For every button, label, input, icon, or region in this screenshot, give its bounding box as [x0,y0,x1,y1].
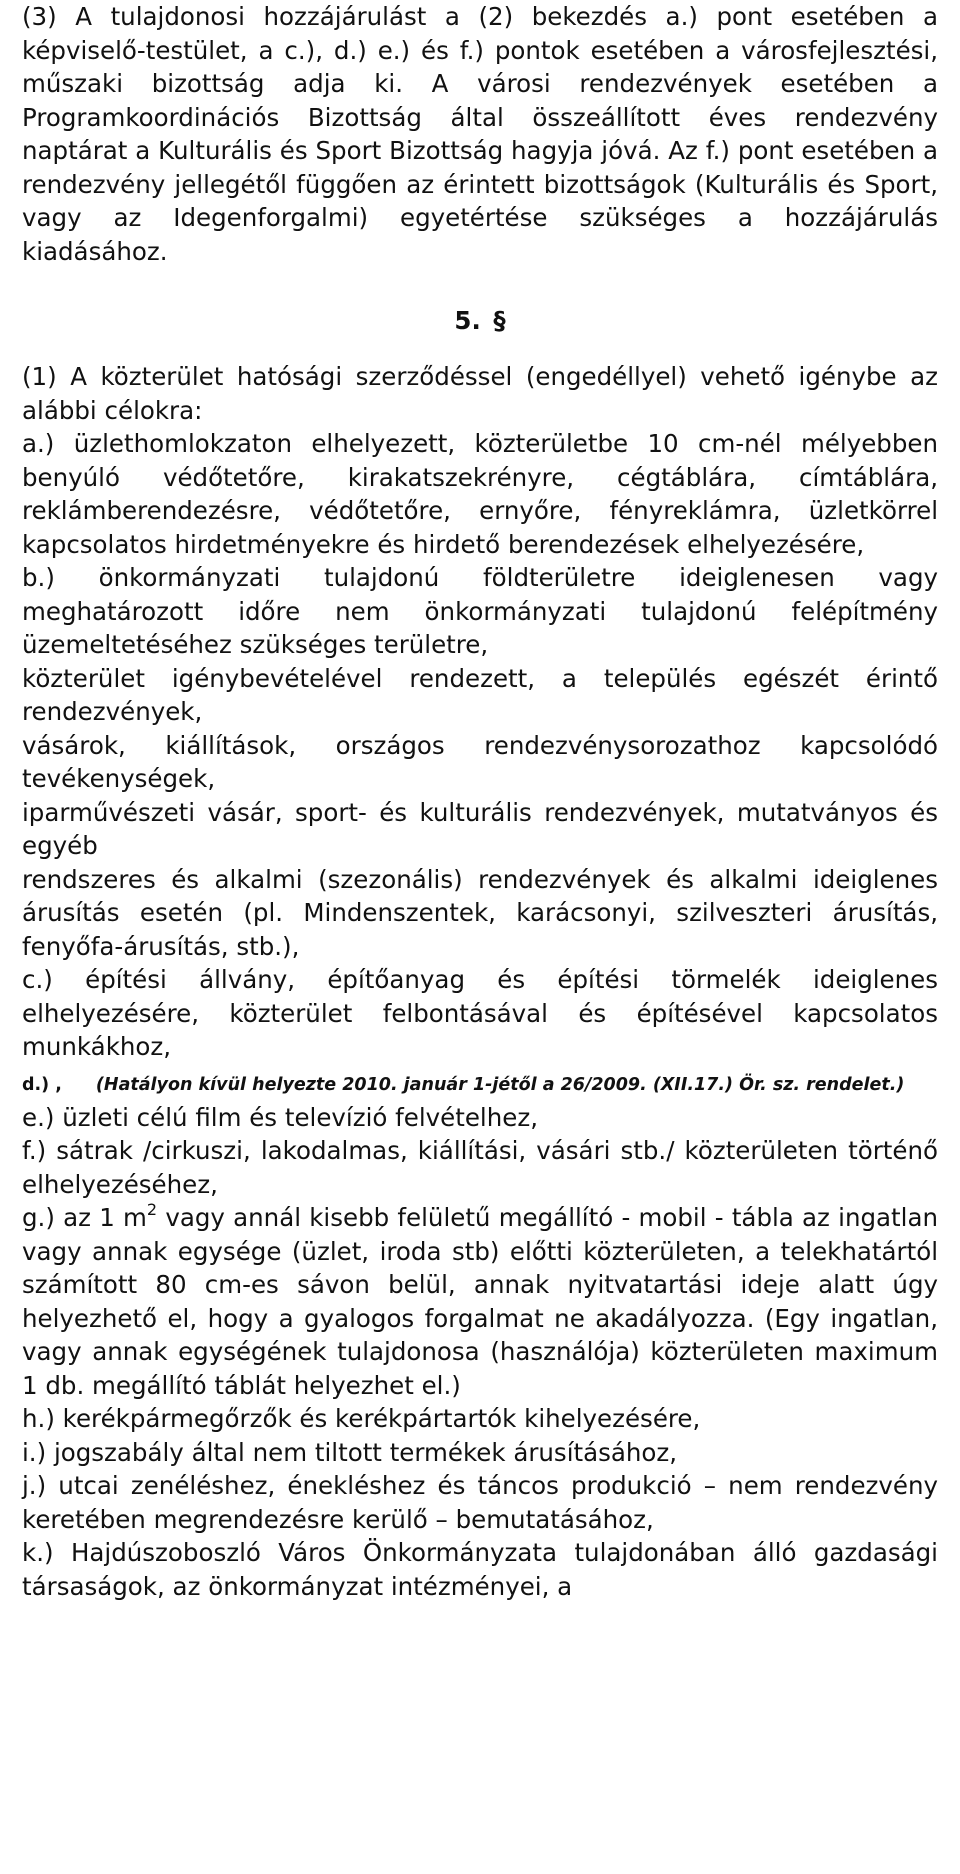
item-i: i.) jogszabály által nem tiltott termékek árusításához, [22,1437,678,1467]
item-b-crafts: iparművészeti vásár, sport- és kulturális rendezvények, mutatványos és egyéb [22,797,938,860]
paragraph-1: (1) A közterület hatósági szerződéssel (engedéllyel) vehető igénybe az alábbi célokra: [22,362,938,425]
item-d-lead: d.) , [22,1074,62,1095]
item-h: h.) kerékpármegőrzők és kerékpártartók kihelyezésére, [22,1404,701,1433]
item-b: b.) önkormányzati tulajdonú földterületre ideiglenesen vagy meghatározott időre nem önkormányzati tulajdonú felépítmény üzemeltetéséhez szükséges területre, [22,563,938,659]
item-a: a.) üzlethomlokzaton elhelyezett, közterületbe 10 cm-nél mélyebben benyúló védőtetőre, kirakatszekrényre, cégtáblára, címtáblára, reklámberendezésre, védőtetőre, ernyőre, fényreklámra, üzletkörrel kapcsolatos hirdetményekre és hirdető berendezések elhelyezésére, [22,429,938,559]
section-heading [22,304,938,338]
item-b-fairs: vásárok, kiállítások, országos rendezvénysorozathoz kapcsolódó tevékenységek, [22,730,938,793]
item-d-text: (Hatályon kívül helyezte 2010. január 1-jétől a 26/2009. (XII.17.) Ör. sz. rendelet.) [95,1074,905,1095]
item-b-events: közterület igénybevételével rendezett, a település egészét érintő rendezvények, [22,663,938,726]
item-g-superscript: 2 [146,1199,158,1219]
item-d [22,1072,938,1099]
item-j: j.) utcai zenéléshez, énekléshez és táncos produkció – nem rendezvény keretében megrendezésre kerülő – bemutatásához, [22,1471,938,1534]
item-e: e.) üzleti célú film és televízió felvételhez, [22,1102,538,1132]
item-g-post: vagy annál kisebb felületű megállító - mobil - tábla az ingatlan vagy annak egysége (üzlet, iroda stb) előtti közterületen, a telekhatártól számított 80 cm-es sávon belül, annak nyitvatartási ideje alatt úgy helyezhető el, hogy a gyalogos forgalmat ne akadályozza. (Egy ingatlan, vagy annak egységének tulajdonosa (használója) közterületen maximum 1 db. megállító táblát helyezhet el.) [22,1203,939,1400]
paragraph-3: (3) A tulajdonosi hozzájárulást a (2) bekezdés a.) pont esetében a képviselő-testület, a c.), d.) e.) és f.) pontok esetében a városfejlesztési, műszaki bizottság adja ki. A városi rendezvények esetében a Programkoordinációs Bizottság által összeállított éves rendezvény naptárat a Kulturális és Sport Bizottság hagyja jóvá. Az f.) pont esetében a rendezvény jellegétől függően az érintett bizottságok (Kulturális és Sport, vagy az Idegenforgalmi) egyetértése szükséges a hozzájárulás kiadásához. [22,2,938,266]
item-k: k.) Hajdúszoboszló Város Önkormányzata tulajdonában álló gazdasági társaságok, az önkormányzat intézményei, a [22,1538,938,1601]
item-b-regular: rendszeres és alkalmi (szezonális) rendezvények és alkalmi ideiglenes árusítás esetén (pl. Mindenszentek, karácsonyi, szilveszteri árusítás, fenyőfa-árusítás, stb.), [22,864,938,961]
item-g [22,1201,938,1402]
section-symbol: § [493,306,506,335]
item-g-pre: g.) az 1 m [22,1203,147,1232]
item-c: c.) építési állvány, építőanyag és építési törmelék ideiglenes elhelyezésére, közterület felbontásával és építésével kapcsolatos munkákhoz, [22,965,938,1061]
item-f: f.) sátrak /cirkuszi, lakodalmas, kiállítási, vásári stb./ közterületen történő elhelyezéséhez, [22,1136,938,1199]
section-number: 5. [454,306,481,335]
